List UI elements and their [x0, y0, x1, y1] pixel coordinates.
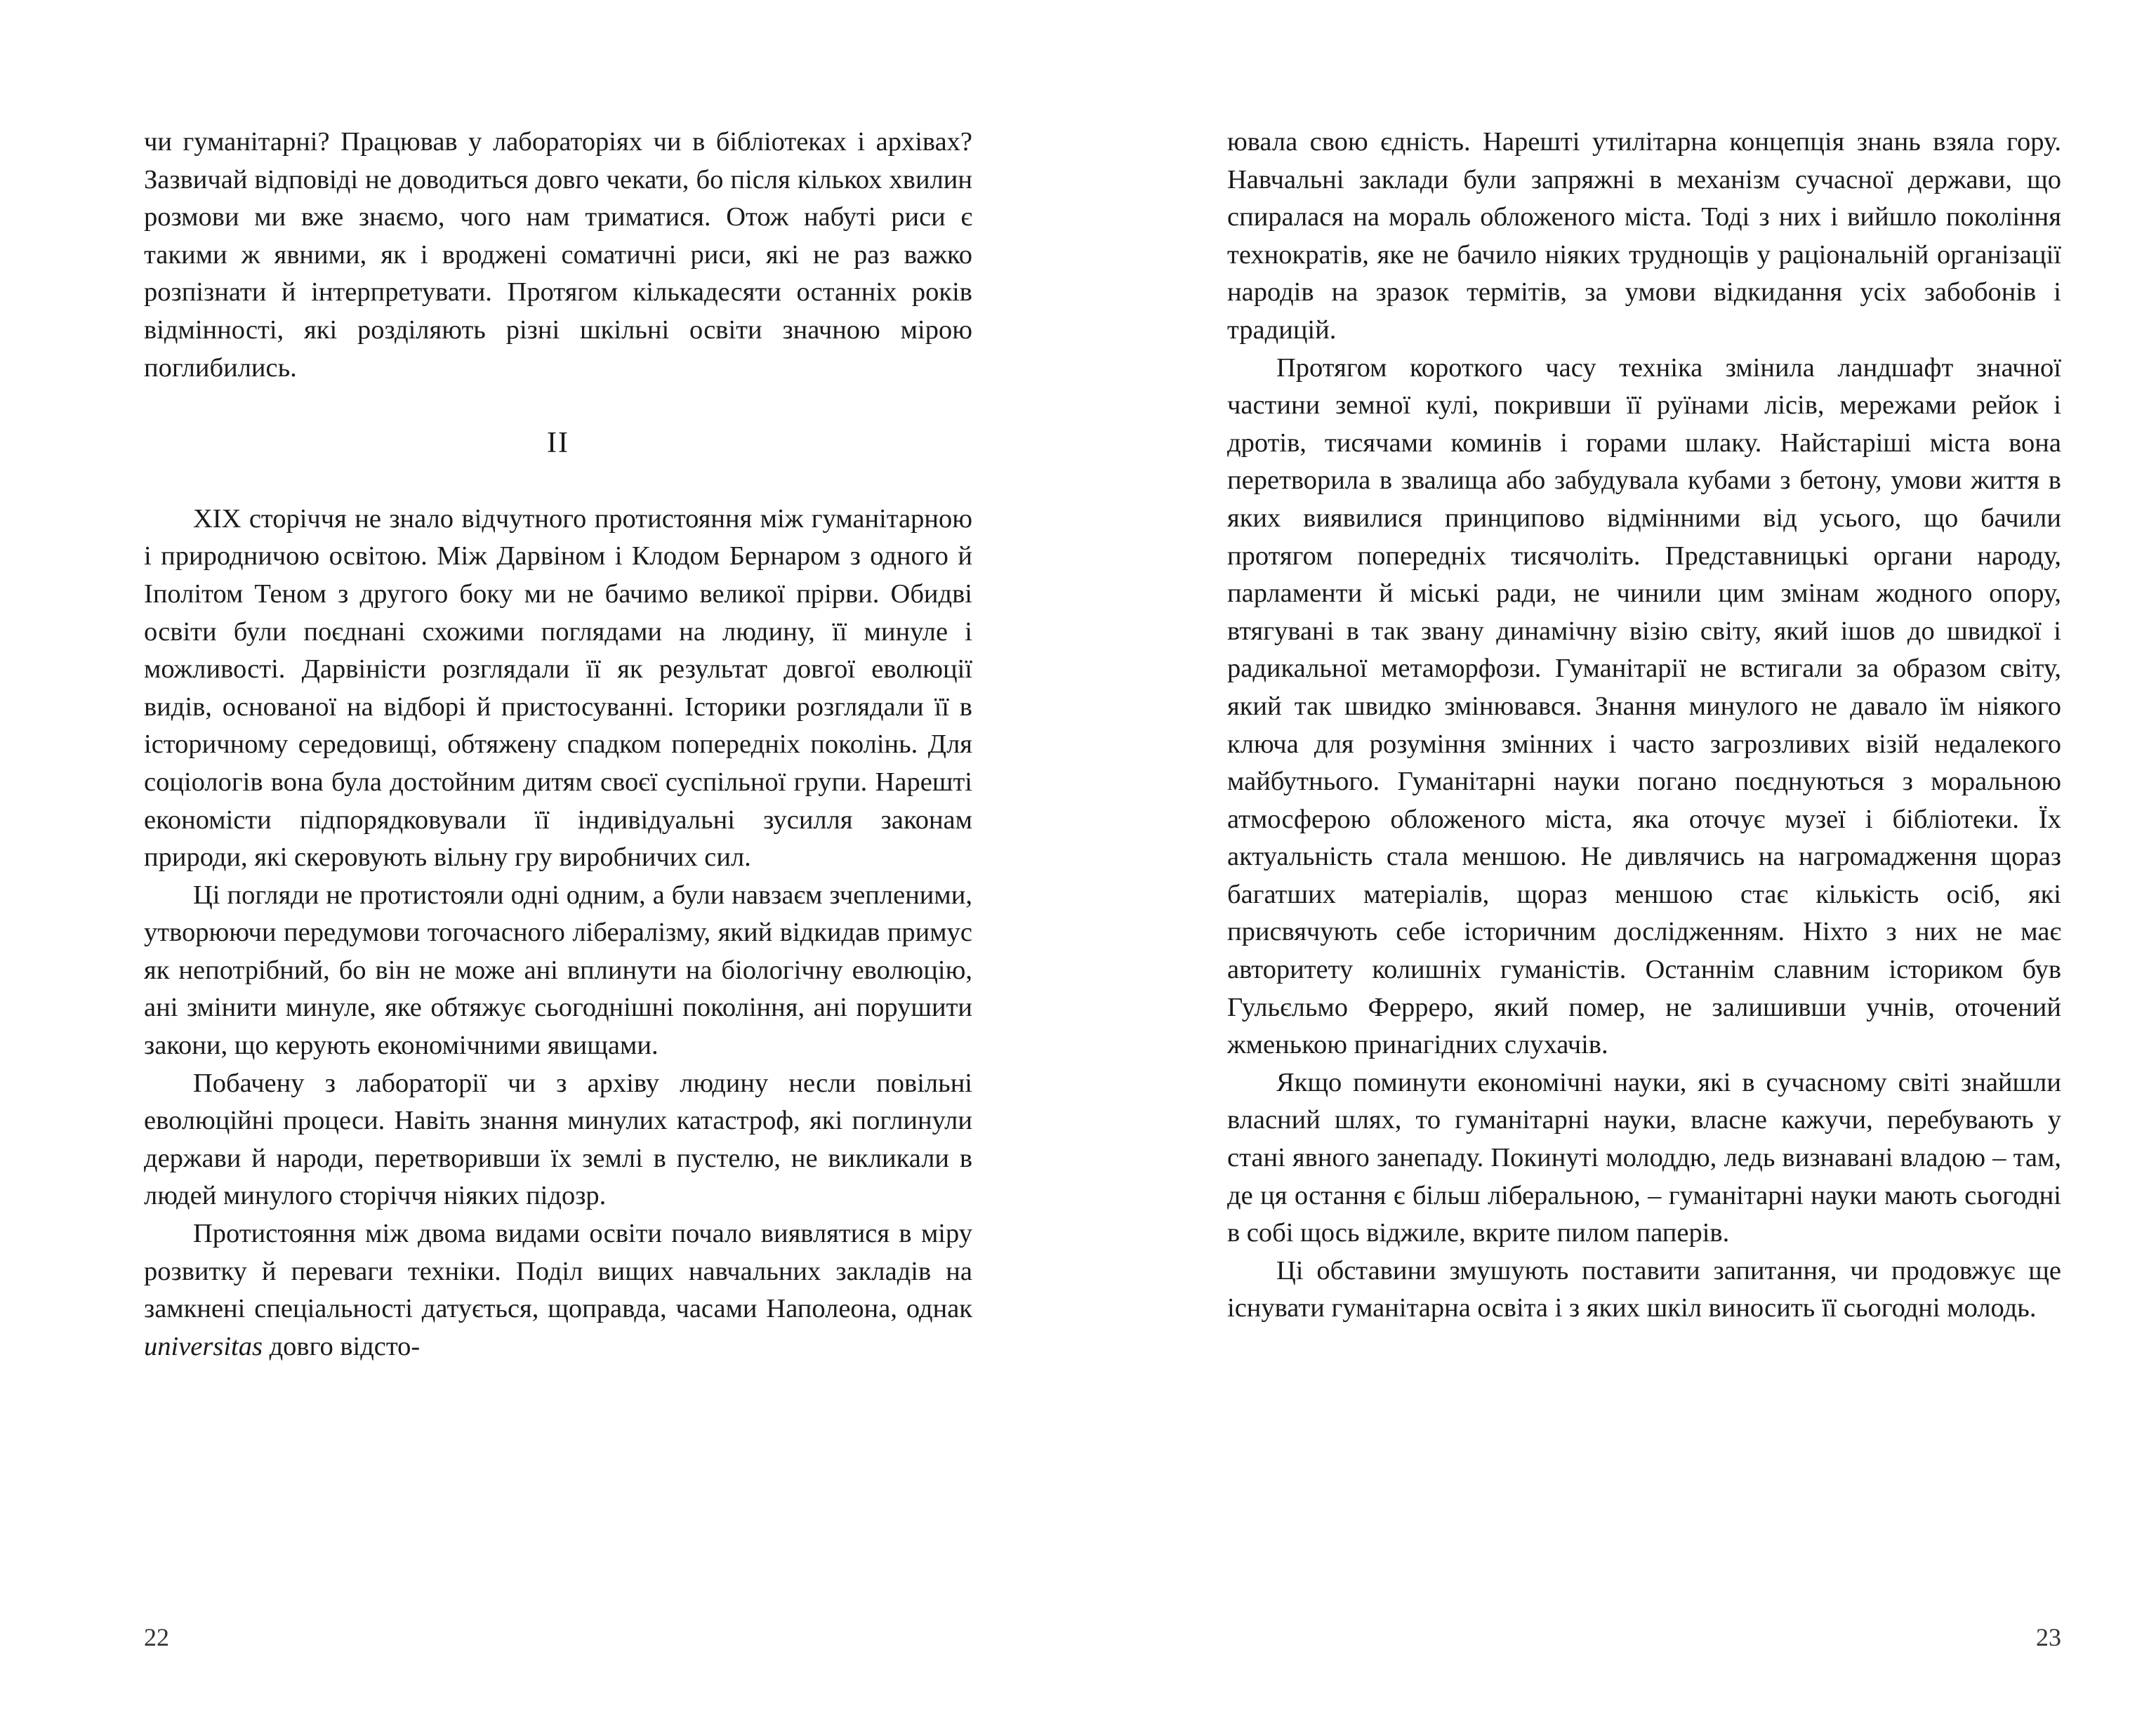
right-page — [1078, 0, 2156, 1725]
right-page-text — [1227, 124, 2061, 1328]
page-number: 22 — [144, 1623, 169, 1651]
page-number: 23 — [2036, 1623, 2061, 1651]
left-page-text — [144, 124, 972, 1366]
paragraph-continuation: ювала свою єдність. Нарешті утилітарна концепція знань взяла гору. Навчальні заклади були запряжні в механізм сучасної держави, що спиралася на мораль обложеного міста. Тоді з них і вийшло покоління технократів, яке не бачило ніяких труднощів у раціональній організації народів на зразок термітів, за умови відкидання усіх забобонів і традицій. — [1227, 127, 2061, 345]
paragraph-with-italic — [144, 1215, 972, 1366]
paragraph: Протягом короткого часу техніка змінила ландшафт значної частини земної кулі, покривши її руїнами лісів, мережами рейок і дротів, тисячами коминів і горами шлаку. Найстаріші міста вона перетворила в звалища або забудувала кубами з бетону, умови життя в яких виявилися принципово відмінними від усього, що бачили протягом попередніх тисячоліть. Представницькі органи народу, парламенти й міські ради, не чинили цим змінам жодного опору, втягувані в так звану динамічну візію світу, який ішов до швидкої і радикальної метаморфози. Гуманітарії не встигали за образом світу, який так швидко змінювався. Знання минулого не давало їм ніякого ключа для розуміння змінних і часто загрозливих візій недалекого майбутнього. Гуманітарні науки погано поєднуються з моральною атмосферою обложеного міста, яка оточує музеї і бібліотеки. Їх актуальність стала меншою. Не дивлячись на нагромадження щораз багатших матеріалів, щораз меншою стає кількість осіб, які присвячують себе історичним дослідженням. Ніхто з них не має авторитету колишніх гуманістів. Останнім славним істориком був Гульєльмо Ферреро, який помер, не залишивши учнів, оточений жменькою принагідних слухачів. — [1227, 352, 2061, 1060]
paragraph: Побачену з лабораторії чи з архіву людину несли повільні еволюційні процеси. Навіть знання минулих катастроф, які поглинули держави й народи, перетворивши їх землі в пустелю, не викликали в людей минулого сторіччя ніяких підозр. — [144, 1068, 972, 1211]
section-heading: II — [547, 427, 569, 460]
paragraph-text: довго відсто- — [262, 1331, 421, 1361]
paragraph: Якщо поминути економічні науки, які в сучасному світі знайшли власний шлях, то гуманітарні науки, власне кажучи, перебувають у стані явного занепаду. Покинуті молоддю, ледь визнавані владою – там, де ця остання є більш ліберальною, – гуманітарні науки мають сьогодні в собі щось віджиле, вкрите пилом паперів. — [1227, 1067, 2061, 1248]
paragraph: Ці погляди не протистояли одні одним, а були навзаєм зчепленими, утворюючи передумови тогочасного лібералізму, який відкидав примус як непотрібний, бо він не може ані вплинути на біологічну еволюцію, ані змінити минуле, яке обтяжує сьогоднішні покоління, ані порушити закони, що керують економічними явищами. — [144, 880, 972, 1061]
paragraph: Ці обставини змушують поставити запитання, чи продовжує ще існувати гуманітарна освіта і з яких шкіл виносить її сьогодні молодь. — [1227, 1255, 2061, 1323]
paragraph: XIX сторіччя не знало відчутного протистояння між гуманітарною і природничою освітою. Між Дарвіном і Клодом Бернаром з одного й Іполітом Теном з другого боку ми не бачимо великої прірви. Обидві освіти були поєднані схожими поглядами на людину, її минуле і можливості. Дарвіністи розглядали її як результат довгої еволюції видів, основаної на відборі й пристосуванні. Історики розглядали її в історичному середовищі, обтяжену спадком попередніх поколінь. Для соціологів вона була достойним дитям своєї суспільної групи. Нарешті економісти підпорядковували її індивідуальні зусилля законам природи, які скеровують вільну гру виробничих сил. — [144, 503, 972, 873]
paragraph-continuation: чи гуманітарні? Працював у лабораторіях чи в бібліотеках і архівах? Зазвичай відповіді не доводиться довго чекати, бо після кількох хвилин розмови ми вже знаємо, чого нам триматися. Отож набуті риси є такими ж явними, як і вроджені соматичні риси, які не раз важко розпізнати й інтерпретувати. Протягом кількадесяти останніх років відмінності, які розділяють різні шкільні освіти значною мірою поглибились. — [144, 127, 972, 383]
paragraph-text: Протистояння між двома видами освіти почало виявлятися в міру розвитку й переваги техніки. Поділ вищих навчальних закладів на замкнені спеціальності датується, щоправда, часами Наполеона, однак — [144, 1219, 972, 1324]
italic-term: universitas — [144, 1331, 263, 1361]
